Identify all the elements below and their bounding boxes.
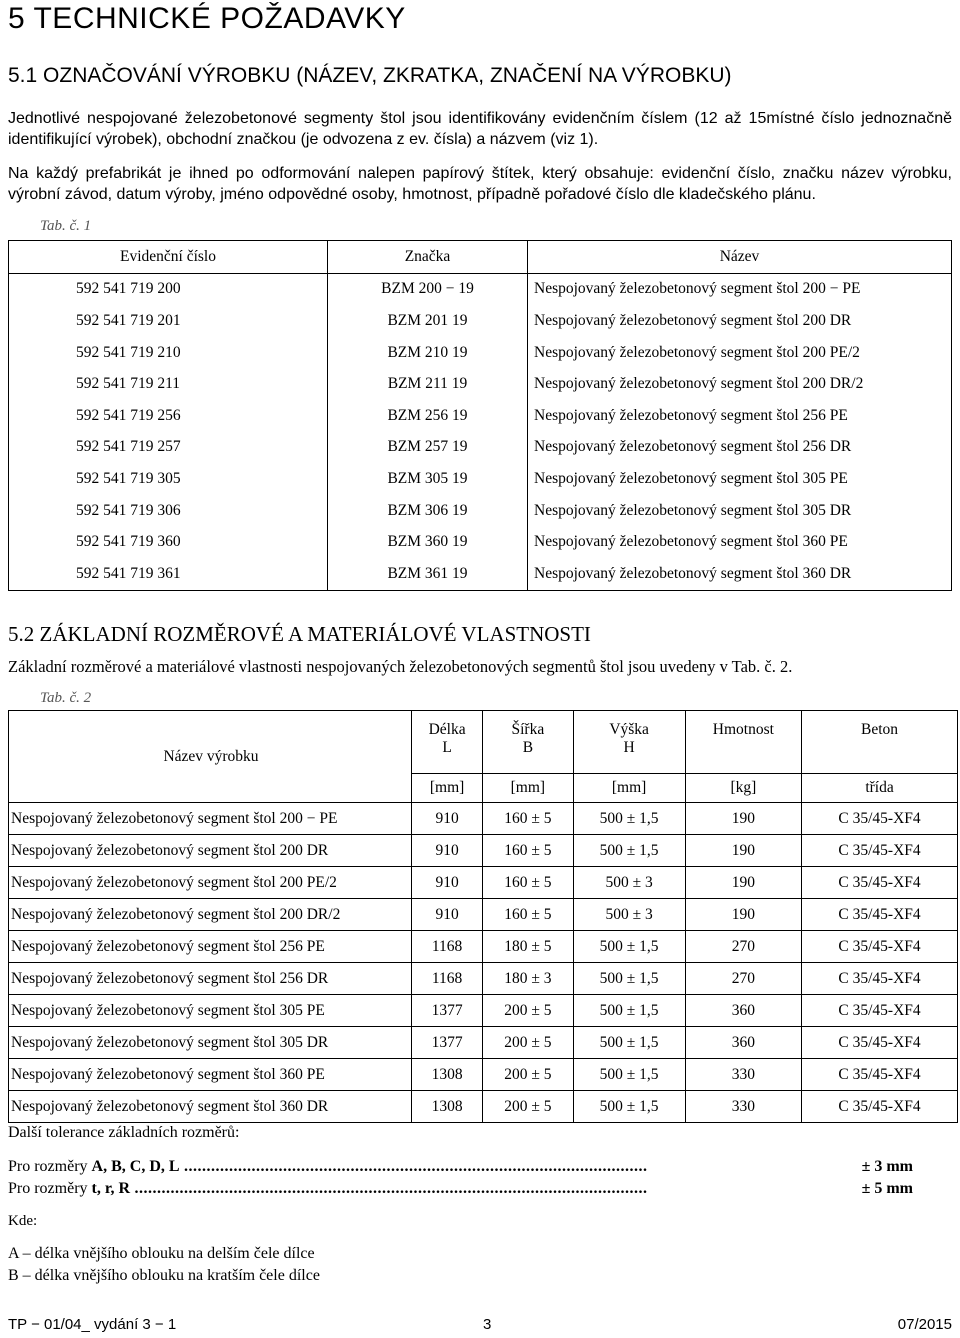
table-2-cell: 1168: [412, 963, 483, 995]
table-2-cell: C 35/45-XF4: [802, 931, 958, 963]
table-2-row: [9, 995, 958, 1027]
table-2-cell: 500 ± 1,5: [573, 1091, 685, 1123]
table-1-row: [9, 305, 952, 337]
table-2-cell: C 35/45-XF4: [802, 963, 958, 995]
definition-a: A – délka vnějšího oblouku na delším čele dílce: [8, 1245, 315, 1262]
table-2: [8, 710, 958, 1123]
table-2-cell: 910: [412, 803, 483, 835]
table-1-cell: 592 541 719 210: [9, 337, 328, 369]
table-1-cell: Nespojovaný železobetonový segment štol 200 PE/2: [528, 337, 952, 369]
table-1-row: [9, 273, 952, 305]
table-2-cell: 910: [412, 867, 483, 899]
table-2-header-height: [573, 711, 685, 774]
tolerance-2-leader: ..................................................................................................................: [130, 1180, 648, 1197]
header-label: Hmotnost: [712, 721, 774, 738]
table-1-cell: Nespojovaný železobetonový segment štol 360 DR: [528, 558, 952, 590]
table-1-cell: Nespojovaný železobetonový segment štol 200 DR: [528, 305, 952, 337]
section-1-paragraph-1: Jednotlivé nespojované železobetonové segmenty štol jsou identifikovány evidenčním číslem (12 až 15místné číslo jednoznačně identifikující výrobek), obchodní značkou (je odvozena z ev. čísla) a názvem (viz 1).: [8, 110, 952, 148]
table-1-cell: BZM 200 − 19: [328, 273, 528, 305]
table-1-cell: BZM 305 19: [328, 463, 528, 495]
table-2-header-weight: [685, 711, 801, 774]
table-2-cell: 910: [412, 899, 483, 931]
table-2-cell: 180 ± 3: [483, 963, 573, 995]
table-2-cell: 160 ± 5: [483, 899, 573, 931]
table-1-row: [9, 337, 952, 369]
table-1-cell: 592 541 719 305: [9, 463, 328, 495]
tolerance-line-1: [8, 1158, 913, 1176]
table-2-cell: 500 ± 1,5: [573, 1059, 685, 1091]
table-1-cell: BZM 256 19: [328, 400, 528, 432]
table-2-cell: Nespojovaný železobetonový segment štol 256 DR: [9, 963, 412, 995]
section-1-title: 5.1 OZNAČOVÁNÍ VÝROBKU (NÁZEV, ZKRATKA, ZNAČENÍ NA VÝROBKU): [8, 64, 732, 87]
table-1-cell: 592 541 719 201: [9, 305, 328, 337]
table-2-cell: Nespojovaný železobetonový segment štol 200 DR/2: [9, 899, 412, 931]
table-1-row: [9, 463, 952, 495]
table-2-cell: 190: [685, 835, 801, 867]
table-2-cell: C 35/45-XF4: [802, 995, 958, 1027]
table-1-cell: 592 541 719 256: [9, 400, 328, 432]
table-2-cell: Nespojovaný železobetonový segment štol 360 DR: [9, 1091, 412, 1123]
tolerance-title: Další tolerance základních rozměrů:: [8, 1124, 240, 1141]
table-2-unit-cell: [mm]: [412, 774, 483, 803]
table-2-cell: 180 ± 5: [483, 931, 573, 963]
table-2-cell: 500 ± 1,5: [573, 835, 685, 867]
table-1-row: [9, 400, 952, 432]
table-2-cell: 270: [685, 963, 801, 995]
table-2-cell: 200 ± 5: [483, 1059, 573, 1091]
table-1-cell: Nespojovaný železobetonový segment štol 305 DR: [528, 495, 952, 527]
footer-page-number: 3: [483, 1316, 492, 1333]
table-2-cell: C 35/45-XF4: [802, 835, 958, 867]
table-2-row: [9, 963, 958, 995]
table-1-caption: Tab. č. 1: [40, 218, 92, 234]
table-1-header-cell: Název: [528, 241, 952, 274]
table-2-cell: Nespojovaný železobetonový segment štol 200 − PE: [9, 803, 412, 835]
table-1-row: [9, 526, 952, 558]
table-2-cell: 190: [685, 867, 801, 899]
header-label: Výška: [609, 721, 649, 738]
table-1-row: [9, 558, 952, 590]
table-2-cell: 500 ± 1,5: [573, 963, 685, 995]
table-2-cell: 1377: [412, 1027, 483, 1059]
section-1-paragraph-2: Na každý prefabrikát je ihned po odformování nalepen papírový štítek, který obsahuje: evidenční číslo, značku název výrobku, výrobní závod, datum výroby, jméno odpovědné osoby, hmotnost, případně pořadové číslo dle kladečského plánu.: [8, 165, 952, 203]
table-2-cell: 190: [685, 803, 801, 835]
tolerance-1-prefix: Pro rozměry: [8, 1158, 92, 1175]
tolerance-2-dimensions: t, r, R: [91, 1180, 131, 1197]
table-1-cell: BZM 361 19: [328, 558, 528, 590]
table-2-cell: 160 ± 5: [483, 867, 573, 899]
table-2-cell: 360: [685, 995, 801, 1027]
table-2-cell: 500 ± 3: [573, 867, 685, 899]
table-1-row: [9, 368, 952, 400]
table-2-cell: 500 ± 1,5: [573, 931, 685, 963]
table-1: [8, 240, 952, 591]
table-2-row: [9, 867, 958, 899]
table-1-header-row: [9, 241, 952, 274]
table-2-row: [9, 835, 958, 867]
table-2-unit-cell: [mm]: [573, 774, 685, 803]
table-2-cell: 1168: [412, 931, 483, 963]
table-2-cell: Nespojovaný železobetonový segment štol 200 PE/2: [9, 867, 412, 899]
table-2-cell: C 35/45-XF4: [802, 899, 958, 931]
table-2-cell: Nespojovaný železobetonový segment štol 200 DR: [9, 835, 412, 867]
table-1-cell: Nespojovaný železobetonový segment štol 256 DR: [528, 432, 952, 464]
table-1-cell: 592 541 719 257: [9, 432, 328, 464]
table-2-cell: C 35/45-XF4: [802, 1027, 958, 1059]
table-2-cell: 160 ± 5: [483, 835, 573, 867]
table-1-cell: BZM 257 19: [328, 432, 528, 464]
table-2-cell: C 35/45-XF4: [802, 803, 958, 835]
table-2-cell: 500 ± 1,5: [573, 1027, 685, 1059]
header-symbol: L: [442, 739, 452, 756]
table-2-cell: 1377: [412, 995, 483, 1027]
header-label: Délka: [428, 721, 466, 738]
table-2-cell: 910: [412, 835, 483, 867]
table-2-cell: Nespojovaný železobetonový segment štol 305 DR: [9, 1027, 412, 1059]
table-1-cell: 592 541 719 306: [9, 495, 328, 527]
table-2-name-header: Název výrobku: [9, 711, 412, 803]
table-2-cell: Nespojovaný železobetonový segment štol 256 PE: [9, 931, 412, 963]
table-2-cell: 200 ± 5: [483, 1091, 573, 1123]
table-2-header-concrete: [802, 711, 958, 774]
table-1-cell: BZM 360 19: [328, 526, 528, 558]
table-2-unit-cell: třída: [802, 774, 958, 803]
table-1-cell: Nespojovaný železobetonový segment štol 200 − PE: [528, 273, 952, 305]
table-1-row: [9, 495, 952, 527]
table-1-cell: 592 541 719 200: [9, 273, 328, 305]
table-1-cell: 592 541 719 360: [9, 526, 328, 558]
tolerance-1-value: ± 3 mm: [861, 1158, 913, 1175]
table-2-header-row: [9, 711, 958, 774]
table-2-cell: 1308: [412, 1091, 483, 1123]
tolerance-line-2: [8, 1180, 913, 1202]
table-2-cell: 500 ± 3: [573, 899, 685, 931]
table-2-unit-cell: [mm]: [483, 774, 573, 803]
table-1-cell: BZM 201 19: [328, 305, 528, 337]
table-1-cell: BZM 306 19: [328, 495, 528, 527]
table-1-cell: BZM 210 19: [328, 337, 528, 369]
table-2-unit-cell: [kg]: [685, 774, 801, 803]
header-label: Beton: [861, 721, 899, 738]
tolerance-1-dimensions: A, B, C, D, L: [91, 1158, 180, 1175]
table-1-cell: 592 541 719 361: [9, 558, 328, 590]
table-1-header-cell: Evidenční číslo: [9, 241, 328, 274]
tolerance-1-leader: .......................................................................................................: [179, 1158, 648, 1175]
table-2-row: [9, 1059, 958, 1091]
table-2-cell: 190: [685, 899, 801, 931]
tolerance-2-value: ± 5 mm: [861, 1180, 913, 1197]
table-2-cell: 500 ± 1,5: [573, 995, 685, 1027]
table-1-cell: 592 541 719 211: [9, 368, 328, 400]
table-2-cell: C 35/45-XF4: [802, 1091, 958, 1123]
table-2-row: [9, 899, 958, 931]
footer-date: 07/2015: [897, 1316, 952, 1333]
table-2-cell: 330: [685, 1059, 801, 1091]
table-1-cell: Nespojovaný železobetonový segment štol 305 PE: [528, 463, 952, 495]
table-2-cell: 360: [685, 1027, 801, 1059]
table-2-cell: C 35/45-XF4: [802, 867, 958, 899]
table-1-cell: Nespojovaný železobetonový segment štol 200 DR/2: [528, 368, 952, 400]
definition-b: B – délka vnějšího oblouku na kratším čele dílce: [8, 1267, 320, 1284]
table-2-cell: 500 ± 1,5: [573, 803, 685, 835]
table-2-cell: Nespojovaný železobetonový segment štol 360 PE: [9, 1059, 412, 1091]
where-label: Kde:: [8, 1213, 38, 1229]
table-2-cell: 200 ± 5: [483, 995, 573, 1027]
header-label: Šířka: [511, 721, 545, 738]
table-2-cell: C 35/45-XF4: [802, 1059, 958, 1091]
table-1-cell: BZM 211 19: [328, 368, 528, 400]
section-2-paragraph: Základní rozměrové a materiálové vlastnosti nespojovaných železobetonových segmentů štol jsou uvedeny v Tab. č. 2.: [8, 657, 793, 676]
section-2-title: 5.2 ZÁKLADNÍ ROZMĚROVÉ A MATERIÁLOVÉ VLASTNOSTI: [8, 622, 591, 646]
header-symbol: H: [623, 739, 635, 756]
table-2-cell: 200 ± 5: [483, 1027, 573, 1059]
table-2-cell: 1308: [412, 1059, 483, 1091]
tolerance-2-prefix: Pro rozměry: [8, 1180, 92, 1197]
table-2-caption: Tab. č. 2: [40, 690, 92, 706]
header-symbol: B: [522, 739, 534, 756]
table-2-row: [9, 1027, 958, 1059]
table-1-cell: Nespojovaný železobetonový segment štol 360 PE: [528, 526, 952, 558]
table-2-cell: 270: [685, 931, 801, 963]
page-heading: 5 TECHNICKÉ POŽADAVKY: [8, 2, 406, 35]
footer-document-id: TP − 01/04_ vydání 3 − 1: [8, 1316, 177, 1333]
table-1-cell: Nespojovaný železobetonový segment štol 256 PE: [528, 400, 952, 432]
table-2-cell: 160 ± 5: [483, 803, 573, 835]
table-2-cell: 330: [685, 1091, 801, 1123]
table-2-row: [9, 803, 958, 835]
table-1-row: [9, 432, 952, 464]
table-2-cell: Nespojovaný železobetonový segment štol 305 PE: [9, 995, 412, 1027]
table-1-header-cell: Značka: [328, 241, 528, 274]
table-2-header-length: [412, 711, 483, 774]
table-2-header-width: [483, 711, 573, 774]
table-2-row: [9, 931, 958, 963]
table-2-row: [9, 1091, 958, 1123]
